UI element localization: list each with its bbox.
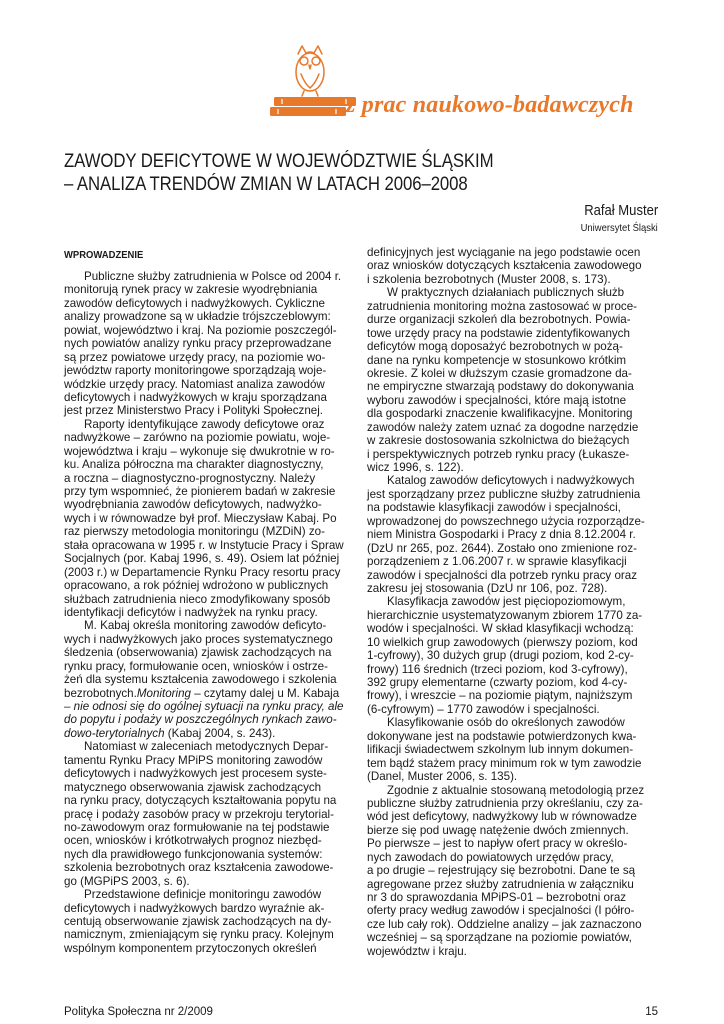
line-text: 392 grupy elementarne (czwarty poziom, kod 4-cy- (367, 676, 628, 689)
line-text: lifikacji świadectwem szkolnym lub innym dokumen- (367, 743, 634, 757)
text-line (367, 407, 659, 420)
paragraph-lines (367, 246, 659, 958)
line-text: frowy), i wreszcie – na poziomie piątym, najniższym (367, 689, 633, 703)
line-text: deficytowych i nadwyżkowych bardzo wyraźnie ak- (64, 901, 325, 915)
text-line (64, 270, 356, 283)
line-text: stała opracowana w 1995 r. w Instytucie Pracy i Spraw (64, 538, 344, 552)
line-text: wodów i specjalności. W skład klasyfikacji wchodzą: (367, 622, 634, 636)
line-text: (Kabaj 2004, s. 243). (164, 726, 276, 740)
line-text: żeń dla systemu kształcenia zawodowego i szkolenia (64, 673, 337, 687)
text-line (367, 891, 659, 904)
line-text: Natomiast w zaleceniach metodycznych Depar- (84, 740, 329, 754)
line-text: rynku pracy, formułowanie ocen, wniosków i ostrze- (64, 659, 328, 673)
text-line (367, 595, 659, 608)
text-line (64, 593, 356, 606)
line-text: a po drugie – rejestrujący się bezrobotni. Dane te są (367, 864, 636, 878)
italic-text: Monitoring (136, 686, 191, 700)
line-text: towe urzędy pracy na podstawie zidentyfikowanych (367, 326, 630, 340)
text-line (367, 649, 659, 662)
text-line (64, 512, 356, 525)
line-text: identyfikacji deficytów i nadwyżek na rynku pracy. (64, 605, 318, 619)
text-line (64, 498, 356, 511)
line-text: Przedstawione definicje monitoringu zawodów (84, 888, 322, 902)
line-text: wcześniej – są sporządzane na poziomie powiatów, (367, 931, 632, 945)
line-text: deficytów mogą doposażyć bezrobotnych w pożą- (367, 340, 623, 354)
line-text: (2003 r.) w Departamencie Rynku Pracy resortu pracy (64, 565, 341, 579)
line-text: tem bądź stażem pracy minimum rok w tym zawodzie (367, 756, 642, 770)
line-text: M. Kabaj określa monitoring zawodów deficyto- (84, 619, 327, 633)
text-line (64, 781, 356, 794)
text-line (367, 273, 659, 286)
text-line (367, 421, 659, 434)
line-text: dla gospodarki znaczenie kwalifikacyjne. Monitoring (367, 407, 633, 421)
line-text: ne empiryczne stwarzają podstawy do dokonywania (367, 380, 634, 394)
text-line (64, 754, 356, 767)
text-line (64, 458, 356, 471)
line-text: namicznym, zmieniającym się rynku pracy. Kolejnym (64, 928, 334, 942)
text-line (64, 297, 356, 310)
text-line (367, 810, 659, 823)
line-text: niem Ministra Gospodarki i Pracy z dnia 8.12.2004 r. (367, 528, 636, 542)
line-text: centują obserwowanie zjawisk zachodzących na dy- (64, 915, 332, 928)
text-line (367, 784, 659, 797)
line-text: na podstawie klasyfikacji zawodów i specjalności, (367, 501, 621, 515)
line-text: zawodów i specjalności dla potrzeb rynku pracy oraz (367, 568, 638, 582)
text-line (367, 851, 659, 864)
text-line (367, 609, 659, 622)
line-text: tamentu Rynku Pracy MPiPS monitoring zawodów (64, 753, 323, 767)
line-text: wicz 1996, s. 122). (367, 461, 464, 474)
line-text: jest przez Ministerstwo Pracy i Polityki Społecznej. (64, 404, 324, 418)
text-line (367, 864, 659, 877)
text-line (367, 743, 659, 756)
text-line (367, 622, 659, 635)
line-text: województwa i kraju – wykonuje się dwukrotnie w ro- (64, 444, 335, 458)
owl-on-books-icon (268, 44, 358, 126)
text-line (367, 931, 659, 944)
text-line (64, 378, 356, 391)
line-text: definicyjnych jest wyciąganie na jego podstawie ocen (367, 246, 641, 259)
text-line (64, 660, 356, 673)
line-text: oferty pracy według zawodów i specjalności (I półro- (367, 904, 635, 918)
line-text: Klasyfikowanie osób do określonych zawodów (387, 716, 625, 730)
text-line (64, 337, 356, 350)
text-line (64, 391, 356, 404)
line-text: oraz wniosków dotyczących kształcenia zawodowego (367, 259, 642, 273)
line-text: a roczna – diagnostyczno-prognostyczny. Należy (64, 471, 316, 485)
text-line (367, 394, 659, 407)
text-line (64, 472, 356, 485)
text-line (64, 310, 356, 323)
line-text: cze lub cały rok). Oddzielne analizy – jak zaznaczono (367, 917, 642, 931)
author-affiliation: Uniwersytet Śląski (580, 222, 658, 234)
line-text: nr 3 do sprawozdania MPiPS-01 – bezrobotni oraz (367, 891, 627, 904)
line-text: dokonywane jest na podstawie potwierdzonych kwa- (367, 729, 637, 743)
text-line (367, 313, 659, 326)
text-line (64, 485, 356, 498)
text-line (367, 582, 659, 595)
section-title: z prac naukowo-badawczych (346, 92, 634, 118)
italic-text: dowo-terytorialnych (64, 726, 165, 740)
line-text: no-zawodowym oraz formułowanie na tej podstawie (64, 820, 330, 834)
text-line (367, 824, 659, 837)
text-line (367, 703, 659, 716)
text-line (64, 579, 356, 592)
article-title-line: – ANALIZA TRENDÓW ZMIAN W LATACH 2006–2008 (64, 173, 468, 195)
text-line (64, 539, 356, 552)
text-line (367, 663, 659, 676)
text-line (64, 633, 356, 646)
line-text: Zgodnie z aktualnie stosowaną metodologią przez (387, 783, 645, 797)
text-line (367, 380, 659, 393)
line-text: przy tym wspomnieć, że pionierem badań w zakresie (64, 485, 336, 498)
text-line (64, 740, 356, 753)
line-text: matycznego obserwowania zjawisk zachodzących (64, 780, 322, 794)
text-line (64, 888, 356, 901)
text-line (367, 837, 659, 850)
text-line (64, 566, 356, 579)
text-line (367, 689, 659, 702)
line-text: wód jest deficytowy, nadwyżkowy lub w równowadze (367, 810, 637, 824)
text-line (367, 555, 659, 568)
line-text: wych i nadwyżkowych jako proces systematycznego (64, 632, 333, 646)
line-text: 10 wielkich grup zawodowych (pierwszy poziom, kod (367, 635, 638, 649)
text-line (367, 636, 659, 649)
text-line (64, 687, 356, 700)
text-line (367, 501, 659, 514)
journal-footer: Polityka Społeczna nr 2/2009 (64, 1006, 213, 1018)
text-line (64, 324, 356, 337)
line-text: bierze się pod uwagę natężenie dwóch zmiennych. (367, 823, 629, 837)
section-heading: WPROWADZENIE (64, 249, 144, 261)
text-column-right (367, 246, 659, 958)
text-line (64, 673, 356, 686)
text-line (367, 730, 659, 743)
text-column-left (64, 246, 356, 955)
article-title (64, 150, 546, 196)
line-text: deficytowych i nadwyżkowych w kraju sporządzana (64, 390, 327, 404)
text-line (64, 404, 356, 417)
line-text: powiat, województwo i kraj. Na poziomie poszczegól- (64, 323, 337, 337)
line-text: jest sporządzany przez publiczne służby zatrudnienia (367, 487, 641, 501)
text-line (64, 928, 356, 941)
text-line (367, 488, 659, 501)
line-text: (Danel, Muster 2006, s. 135). (367, 770, 518, 784)
text-line (64, 713, 356, 726)
text-line (64, 942, 356, 955)
line-text: i szkolenia bezrobotnych (Muster 2008, s. 173). (367, 272, 611, 286)
text-line (64, 351, 356, 364)
text-line (64, 808, 356, 821)
text-line (367, 515, 659, 528)
text-line (64, 619, 356, 632)
line-text: w zakresie dostosowania szkolnictwa do bieżących (367, 434, 630, 448)
line-text: okresie. Z kolei w dłuższym czasie gromadzone da- (367, 366, 632, 380)
line-text: go (MGPiPS 2003, s. 6). (64, 874, 190, 888)
article-title-line: ZAWODY DEFICYTOWE W WOJEWÓDZTWIE ŚLĄSKIM (64, 150, 494, 172)
line-text: bezrobotnych. (64, 686, 137, 700)
text-line (64, 821, 356, 834)
text-line (367, 434, 659, 447)
line-text: Raporty identyfikujące zawody deficytowe oraz (84, 417, 325, 431)
line-text: na rynku pracy, dotyczących kształtowania popytu na (64, 794, 337, 808)
line-text: raz pierwszy metodologia monitoringu (MZDiN) zo- (64, 525, 325, 539)
text-line (64, 794, 356, 807)
text-line (367, 757, 659, 770)
line-text: monitorują rynek pracy w zakresie wyodrębniania (64, 283, 318, 297)
line-text: nych zawodach do powiatowych urzędów pracy, (367, 850, 614, 864)
text-line (367, 300, 659, 313)
line-text: są przez powiatowe urzędy pracy, na poziomie wo- (64, 350, 326, 364)
line-text: opracowano, a rok później wdrożono w publicznych (64, 579, 329, 593)
italic-text: do popytu i podaży w poszczególnych rynkach zawo- (64, 713, 337, 727)
text-line (64, 848, 356, 861)
line-text: jewództw raporty monitoringowe sporządzają woje- (64, 364, 327, 378)
line-text: wyboru zawodów i specjalności, które mają istotne (367, 393, 627, 407)
line-text: Katalog zawodów deficytowych i nadwyżkowych (387, 474, 635, 488)
line-text: zatrudnienia monitoring można zastosować w proce- (367, 299, 638, 313)
line-text: służbach zatrudnienia nieco zmodyfikowany sposób (64, 592, 331, 606)
line-text: wprowadzonej do powszechnego użycia rozporządze- (367, 514, 645, 528)
page-number: 15 (645, 1006, 658, 1018)
text-line (367, 259, 659, 272)
text-line (367, 945, 659, 958)
line-text: i perspektywicznych potrzeb rynku pracy (Łukasze- (367, 447, 630, 461)
text-line (367, 770, 659, 783)
text-line (64, 445, 356, 458)
line-text: Publiczne służby zatrudnienia w Polsce od 2004 r. (84, 270, 342, 283)
text-line (64, 861, 356, 874)
line-text: dane na rynku kompetencje w stosunkowo krótkim (367, 353, 627, 367)
line-text: zawodów deficytowych i nadwyżkowych. Cykliczne (64, 296, 325, 310)
line-text: (DzU nr 265, poz. 2644). Zostało ono zmienione roz- (367, 541, 638, 555)
paragraph-lines (64, 270, 356, 955)
line-text: nych powiatów analizy rynku pracy przeprowadzane (64, 337, 332, 351)
line-text: (6-cyfrowym) – 1770 zawodów i specjalności. (367, 702, 600, 716)
line-text: deficytowych i nadwyżkowych jest procesem syste- (64, 767, 327, 781)
line-text: publiczne służby zatrudnienia przy określaniu, czy za- (367, 796, 643, 810)
italic-text: – nie odnosi się do ogólnej sytuacji na rynku pracy, ale (64, 700, 344, 713)
text-line (367, 569, 659, 582)
text-line (367, 716, 659, 729)
text-line (367, 918, 659, 931)
line-text: wyodrębniania zawodów deficytowych, nadwyżko- (64, 498, 322, 512)
text-line (64, 834, 356, 847)
line-text: W praktycznych działaniach publicznych służb (387, 286, 625, 300)
line-text: frowy) 116 średnich (trzeci poziom, kod 3-cyfrowy), (367, 662, 628, 676)
text-line (367, 286, 659, 299)
line-text: pracę i podaży zasobów pracy w przekroju terytorial- (64, 807, 334, 821)
text-line (64, 875, 356, 888)
text-line (64, 915, 356, 928)
text-line (64, 431, 356, 444)
text-line (367, 246, 659, 259)
text-line (367, 367, 659, 380)
text-line (64, 700, 356, 713)
line-text: województw i kraju. (367, 944, 467, 958)
line-text: porządzeniem z 1.06.2007 r. w sprawie klasyfikacji (367, 555, 627, 569)
text-line (64, 283, 356, 296)
text-line (64, 418, 356, 431)
text-line (64, 767, 356, 780)
text-line (367, 878, 659, 891)
text-line (64, 606, 356, 619)
line-text: śledzenia (obserwowania) zjawisk zachodzących na (64, 646, 332, 660)
line-text: zakresu jej stosowania (DzU nr 106, poz. 728). (367, 581, 608, 595)
text-line (64, 902, 356, 915)
text-line (367, 542, 659, 555)
line-text: zawodów należy zatem uznać za dogodne narzędzie (367, 420, 639, 434)
line-text: 1-cyfrowy), 30 dużych grup (drugi poziom, kod 2-cy- (367, 649, 634, 663)
text-line (367, 676, 659, 689)
text-line (64, 552, 356, 565)
text-line (367, 354, 659, 367)
line-text: durze organizacji szkoleń dla bezrobotnych. Powia- (367, 313, 631, 327)
line-text: wódzkie urzędy pracy. Natomiast analiza zawodów (64, 377, 325, 391)
line-text: wych i w równowadze był prof. Mieczysław Kabaj. Po (64, 511, 337, 525)
line-text: szkolenia bezrobotnych oraz kształcenia zawodowe- (64, 861, 334, 875)
text-line (367, 448, 659, 461)
line-text: Socjalnych (por. Kabaj 1996, s. 49). Osiem lat później (64, 552, 340, 566)
line-text: Klasyfikacja zawodów jest pięciopoziomowym, (387, 595, 626, 609)
text-line (367, 327, 659, 340)
line-text: – czytamy dalej u M. Kabaja (190, 686, 340, 700)
line-text: wspólnym komponentem przytoczonych określeń (64, 941, 317, 955)
line-text: analizy prowadzone są w układzie trójszczeblowym: (64, 310, 331, 324)
line-text: nych dla prawidłowego funkcjonowania systemów: (64, 847, 323, 861)
line-text: hierarchicznie usystematyzowanym zbiorem 1770 za- (367, 608, 643, 622)
text-line (367, 340, 659, 353)
line-text: Po pierwsze – jest to napływ ofert pracy w określo- (367, 837, 628, 851)
line-text: ocen, wniosków i krótkotrwałych prognoz niezbęd- (64, 834, 322, 848)
text-line (64, 727, 356, 740)
text-line (64, 525, 356, 538)
text-line (367, 528, 659, 541)
text-line (64, 364, 356, 377)
text-line (64, 646, 356, 659)
text-line (367, 904, 659, 917)
line-text: agregowane przez służby zatrudnienia w załączniku (367, 877, 634, 891)
text-line (367, 474, 659, 487)
line-text: ku. Analiza półroczna ma charakter diagnostyczny, (64, 458, 324, 472)
author-name: Rafał Muster (584, 203, 658, 219)
line-text: nadwyżkowe – zarówno na poziomie powiatu, woje- (64, 431, 331, 445)
text-line (367, 461, 659, 474)
text-line (367, 797, 659, 810)
